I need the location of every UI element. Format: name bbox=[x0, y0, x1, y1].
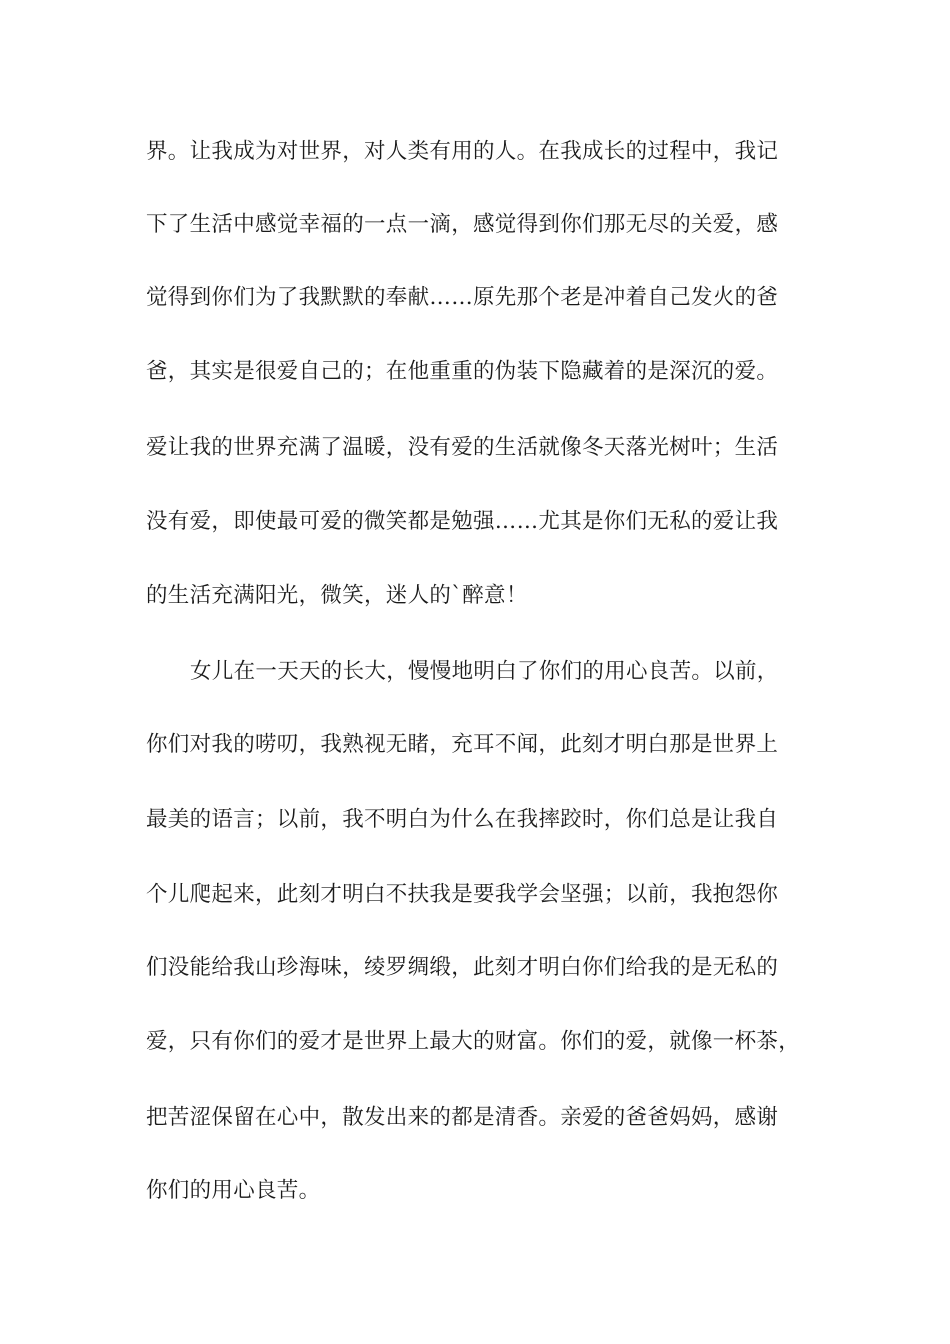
text-line: 界。让我成为对世界，对人类有用的人。在我成长的过程中，我记 bbox=[146, 139, 779, 164]
text-line: 没有爱，即使最可爱的微笑都是勉强……尤其是你们无私的爱让我 bbox=[146, 509, 779, 534]
text-line: 最美的语言；以前，我不明白为什么在我摔跤时，你们总是让我自 bbox=[146, 807, 779, 832]
text-line: 你们的用心良苦。 bbox=[146, 1178, 321, 1203]
text-line: 把苦涩保留在心中，散发出来的都是清香。亲爱的爸爸妈妈，感谢 bbox=[146, 1105, 779, 1130]
paragraph-first-line: 女儿在一天天的长大，慢慢地明白了你们的用心良苦。以前， bbox=[190, 659, 779, 684]
text-line: 爱，只有你们的爱才是世界上最大的财富。你们的爱，就像一杯茶， bbox=[146, 1029, 801, 1054]
text-line: 们没能给我山珍海味，绫罗绸缎，此刻才明白你们给我的是无私的 bbox=[146, 955, 779, 980]
text-line: 下了生活中感觉幸福的一点一滴，感觉得到你们那无尽的关爱，感 bbox=[146, 212, 779, 237]
text-line: 的生活充满阳光，微笑，迷人的`醉意！ bbox=[146, 583, 528, 608]
text-line: 觉得到你们为了我默默的奉献……原先那个老是冲着自己发火的爸 bbox=[146, 285, 779, 310]
text-line: 爱让我的世界充满了温暖，没有爱的生活就像冬天落光树叶；生活 bbox=[146, 435, 779, 460]
text-line: 你们对我的唠叨，我熟视无睹，充耳不闻，此刻才明白那是世界上 bbox=[146, 732, 779, 757]
text-line: 个儿爬起来，此刻才明白不扶我是要我学会坚强；以前，我抱怨你 bbox=[146, 882, 779, 907]
text-line: 爸，其实是很爱自己的；在他重重的伪装下隐藏着的是深沉的爱。 bbox=[146, 359, 779, 384]
